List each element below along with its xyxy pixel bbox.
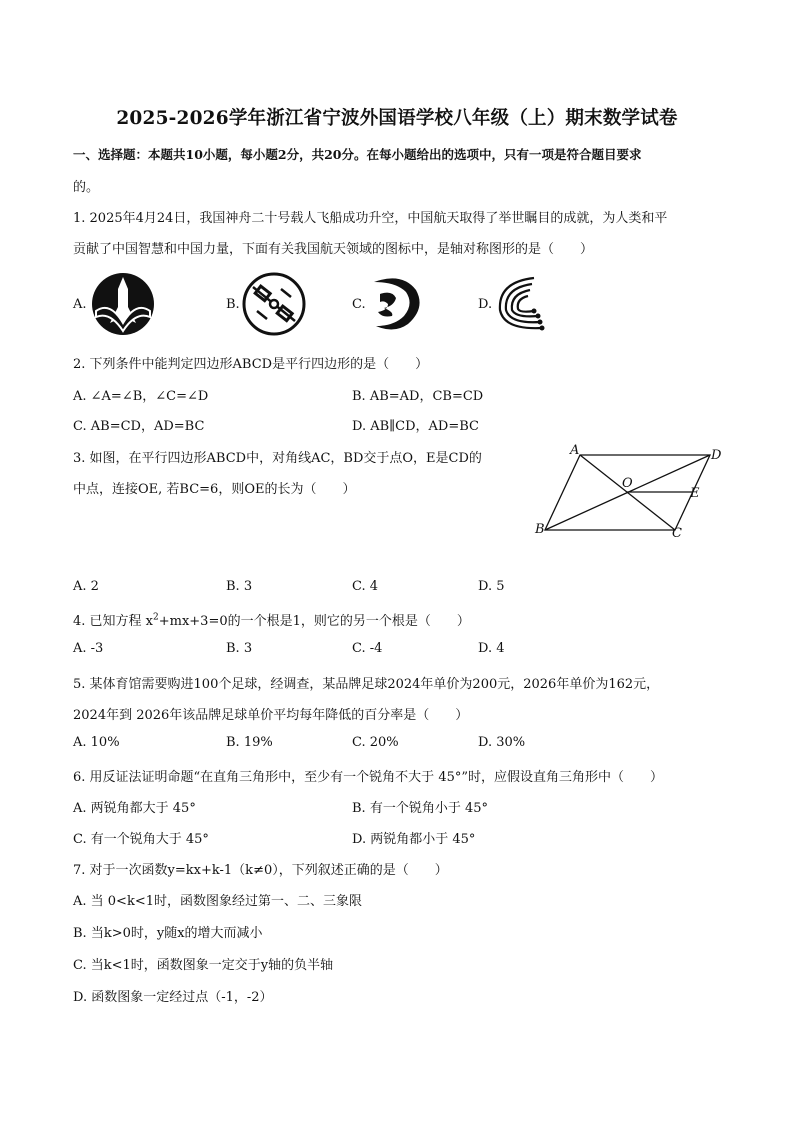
q7-stem: 7. 对于一次函数y=kx+k-1（k≠0），下列叙述正确的是（ ） (73, 863, 448, 878)
q3-option-d: D. 5 (478, 579, 505, 594)
q3-option-c: C. 4 (352, 579, 379, 594)
label-e: E (690, 486, 700, 501)
orbit-arcs-icon (492, 272, 554, 338)
q6-option-d: D. 两锐角都小于 45° (352, 832, 476, 847)
q4-option-c: C. -4 (352, 641, 383, 656)
q7-option-d: D. 函数图象一定经过点（-1，-2） (73, 990, 273, 1005)
q5-option-c: C. 20% (352, 735, 399, 750)
q3-option-a: A. 2 (73, 579, 99, 594)
brush-stroke-icon (366, 272, 426, 338)
q5-option-d: D. 30% (478, 735, 526, 750)
q1-option-d-label: D. (478, 297, 493, 312)
q4-stem-pre: 4. 已知方程 x (73, 614, 153, 629)
q5-stem-line2: 2024年到 2026年该品牌足球单价平均每年降低的百分率是（ ） (73, 708, 469, 723)
label-o: O (622, 476, 633, 491)
q3-stem-line1: 3. 如图，在平行四边形ABCD中，对角线AC，BD交于点O，E是CD的 (73, 451, 482, 466)
q4-option-a: A. -3 (73, 641, 104, 656)
section-instructions-line1: 一、选择题：本题共10小题，每小题2分，共20分。在每小题给出的选项中，只有一项是符合题目要求 (73, 147, 642, 162)
q2-option-c: C. AB=CD，AD=BC (73, 419, 205, 434)
q2-option-d: D. AB∥CD，AD=BC (352, 419, 479, 434)
label-a: A (570, 443, 580, 458)
q7-option-b: B. 当k>0时，y随x的增大而减小 (73, 926, 263, 941)
q6-option-b: B. 有一个锐角小于 45° (352, 801, 488, 816)
q3-stem-line2: 中点，连接OE, 若BC=6，则OE的长为（ ） (73, 482, 356, 497)
q6-stem: 6. 用反证法证明命题“在直角三角形中，至少有一个锐角不大于 45°”时，应假设直角三角形中（ ） (73, 770, 664, 785)
satellite-circle-icon (241, 271, 307, 341)
label-d: D (711, 448, 722, 463)
rocket-emblem-icon (90, 271, 156, 341)
parallelogram-figure (530, 440, 730, 545)
q1-stem-line2: 贡献了中国智慧和中国力量，下面有关我国航天领域的图标中，是轴对称图形的是（ ） (73, 242, 594, 257)
q1-stem-line1: 1. 2025年4月24日，我国神舟二十号载人飞船成功升空，中国航天取得了举世瞩目的成就，为人类和平 (73, 211, 668, 226)
q2-stem: 2. 下列条件中能判定四边形ABCD是平行四边形的是（ ） (73, 357, 429, 372)
q1-option-b-label: B. (226, 297, 240, 312)
q1-option-a-label: A. (73, 297, 87, 312)
section-instructions-line2: 的。 (73, 180, 100, 195)
q4-stem (73, 610, 470, 629)
q5-option-a: A. 10% (73, 735, 120, 750)
q4-stem-exponent: 2 (153, 612, 159, 623)
label-b: B (535, 522, 545, 537)
q6-option-a: A. 两锐角都大于 45° (73, 801, 196, 816)
q5-option-b: B. 19% (226, 735, 273, 750)
q7-option-c: C. 当k<1时，函数图象一定交于y轴的负半轴 (73, 958, 334, 973)
q1-option-c-label: C. (352, 297, 366, 312)
q6-option-c: C. 有一个锐角大于 45° (73, 832, 209, 847)
q7-option-a: A. 当 0<k<1时，函数图象经过第一、二、三象限 (73, 894, 362, 909)
exam-title: 2025-2026学年浙江省宁波外国语学校八年级（上）期末数学试卷 (116, 108, 678, 129)
q4-option-d: D. 4 (478, 641, 505, 656)
q4-option-b: B. 3 (226, 641, 253, 656)
q3-option-b: B. 3 (226, 579, 253, 594)
q2-option-a: A. ∠A=∠B，∠C=∠D (73, 389, 209, 404)
q5-stem-line1: 5. 某体育馆需要购进100个足球，经调查，某品牌足球2024年单价为200元，2026年单价为162元， (73, 677, 660, 692)
q2-option-b: B. AB=AD，CB=CD (352, 389, 484, 404)
q4-stem-post: +mx+3=0的一个根是1，则它的另一个根是（ ） (158, 614, 470, 629)
label-c: C (672, 526, 682, 541)
